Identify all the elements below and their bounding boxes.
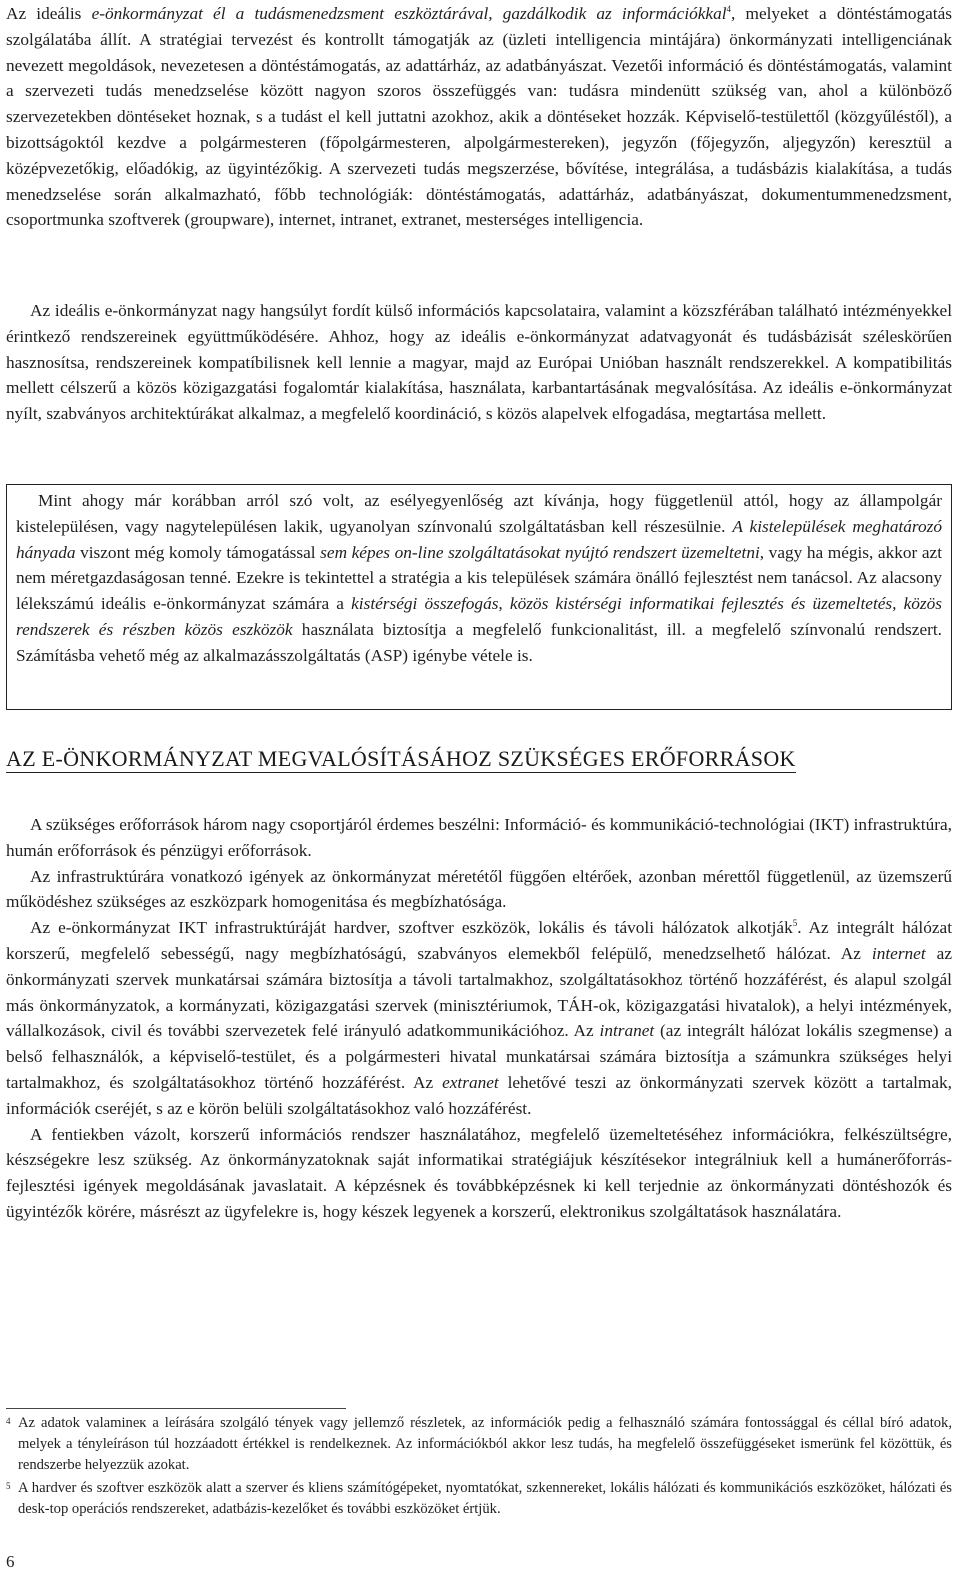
paragraph-intelligence xyxy=(6,1,952,233)
text-span: Mint ahogy már korábban arról szó volt, az esélyegyenlőség azt kívánja, hogy függetlenül attól, hogy az állampolgár kistelepülésen, vagy nagytelepülésen lakik, ugyanolyan színvonalú szolgáltatásban kell részesülnie. xyxy=(16,491,942,536)
text-span: viszont még komoly támogatással xyxy=(75,542,321,562)
footnote-ref-5[interactable]: 5 xyxy=(792,918,798,929)
section-body xyxy=(6,812,952,1225)
italic-text: e-önkormányzat él a tudásmenedzsment eszköztárával, gazdálkodik az információkkal xyxy=(91,4,727,23)
italic-text: kistérségi összefogás, közös kistérségi informatikai fejlesztés és üzemeltetés, közös rendszerek és részben közös eszközök xyxy=(16,594,943,639)
italic-text: sem képes on-line szolgáltatásokat nyújtó rendszert üzemeltetni xyxy=(320,542,760,562)
text-span: az önkormányzati szervek munkatársai számára biztosítja a távoli tartalmakhoz, szolgáltatásokhoz történő hozzáférést, és alapul szolgál más önkormányzatok, a kormányzati, közigazgatási szervek (minisztériumok, TÁH-ok, közigazgatási hivatalok), a helyi intézmények, vállalkozások, civil és további szervezetek felé irányuló adatkommunikációhoz. Az xyxy=(6,943,952,1041)
paragraph-infrastructure: Az infrastruktúrára vonatkozó igények az önkormányzat méretétől függően eltérőek, azonban mérettől függetlenül, az üzemszerű működéshez szükséges az eszközpark homogenitása és megbízhatósága. xyxy=(6,866,952,912)
text-span: lehetővé teszi az önkormányzati szervek között a tartalmak, információk cseréjét, s az e körön belüli szolgáltatásokhoz való hozzáférést. xyxy=(6,1072,952,1118)
italic-text: A kistelepülések meghatározó hányada xyxy=(16,516,943,562)
text-span: , vagy ha mégis, akkor azt nem méretgazdaságosan tenné. Ezekre is tekintettel a stratégia a kis települések számára önálló fejlesztést nem tanácsol. Az alacsony lélekszámú ideális e-önkormányzat számára a xyxy=(16,542,942,614)
footnote-number: 5 xyxy=(6,1481,11,1491)
footnote-ref-4[interactable]: 4 xyxy=(726,4,732,15)
section-heading-text: AZ E-ÖNKORMÁNYZAT MEGVALÓSÍTÁSÁHOZ SZÜKSÉGES ERŐFORRÁSOK xyxy=(6,746,796,771)
paragraph-ikt xyxy=(6,915,952,1121)
text-span: Az ideális xyxy=(6,4,92,23)
footnote-text: A hardver és szoftver eszközök alatt a szerver és kliens számítógépeket, nyomtatókat, szkennereket, lokális hálózati és kommunikációs eszközöket, hálózati és desk-top operációs rendszereket, adatbázis-kezelőket és további eszközöket értjük. xyxy=(18,1480,952,1518)
italic-term-intranet: intranet xyxy=(599,1021,655,1041)
text-span: (az integrált hálózat lokális szegmense) a belső felhasználók, a képviselő-testület, és a polgármesteri hivatal munkatársai számára biztosítja a számunkra szükséges helyi tartalmakhoz, és szolgáltatásokhoz történő hozzáférést. Az xyxy=(6,1021,953,1092)
paragraph-resources: A szükséges erőforrások három nagy csoportjáról érdemes beszélni: Információ- és kommunikáció-technológiai (IKT) infrastruktúra, humán erőforrások és pénzügyi erőforrások. xyxy=(6,815,952,860)
footnote-4 xyxy=(6,1413,952,1477)
footnote-5 xyxy=(6,1478,952,1520)
footnote-text: Az adatok valamineк a leírására szolgáló tények vagy jellemző részletek, az információk pedig a felhasználó számára fontossággal és céllal bíró adatok, melyek a tényleíráson túl hozzáadott értékkel is rendelkeznek. Az információkból akkor lesz tudás, ha megfelelő összefüggéseket ismerünk fel közöttük, és rendszerbe helyezzük azokat. xyxy=(18,1415,952,1474)
text-span: . Az integrált hálózat korszerű, megfelelő sebességű, nagy megbízhatóságú, szabványos elemekből felépülő, menedzselhető hálózat. Az xyxy=(6,918,952,963)
box-paragraph xyxy=(16,488,942,669)
highlight-box xyxy=(6,484,952,710)
page-number: 6 xyxy=(6,1552,15,1571)
text-span: , melyeket a döntéstámogatás szolgálatába állít. A stratégiai tervezést és kontrollt támogatják az (üzleti intelligencia mintájára) önkormányzati intelligenciának nevezett megoldások, nevezetesen a döntéstámogatás, az adattárház, az adatbányászat. Vezetői információ és döntéstámogatás, valamint a szervezeti tudás menedzselése között nagyon szoros összefüggés van: tudásra mindenütt szükség van, ahol a különböző szervezetekben döntéseket hoznak, s a tudást el kell juttatni azokhoz, akik a döntéseket hozzák. Képviselő-testülettől (közgyűléstől), a bizottságoktól kezdve a polgármesteren (főpolgármesteren, alpolgármestereken), jegyzőn (főjegyzőn, aljegyzőn) keresztül a középvezetőkig, előadókig, az ügyintézőkig. A szervezeti tudás megszerzése, bővítése, integrálása, a tudásbázis kialakítása, a tudás menedzselése során alkalmazható, főbb technológiák: döntéstámogatás, adattárház, adatbányászat, dokumentummenedzsment, csoportmunka szoftverek (groupware), internet, intranet, extranet, mesterséges intelligencia. xyxy=(6,4,952,230)
italic-term-extranet: extranet xyxy=(442,1072,499,1092)
text-span: használata biztosítja a megfelelő funkcionalitást, ill. a megfelelő színvonalú rendszert. Számításba vehető még az alkalmazásszolgáltatás (ASP) igénybe vétele is. xyxy=(16,619,942,665)
italic-term-internet: internet xyxy=(871,943,926,963)
paragraph-human-resources: A fentiekben vázolt, korszerű információs rendszer használatához, megfelelő üzemeltetéséhez információkra, felkészültségre, készségekre lesz szükség. Az önkormányzatoknak saját informatikai stratégiájuk készítésekor integrálniuk kell a humánerőforrás-fejlesztési igények megoldásának javaslatait. A képzésnek és továbbképzésnek ki kell terjednie az önkormányzati döntéshozók és ügyintézők körére, másrészt az ügyfelekre is, hogy készek legyenek a korszerű, elektronikus szolgáltatások használatára. xyxy=(6,1124,952,1221)
section-heading xyxy=(6,746,952,772)
text-span: Az e-önkormányzat IKT infrastruktúráját hardver, szoftver eszközök, lokális és távoli hálózatok alkotják xyxy=(30,918,793,938)
paragraph-external-relations: Az ideális e-önkormányzat nagy hangsúlyt fordít külső információs kapcsolataira, valamint a közszférában található intézményekkel érintkező rendszereinek együttműködésére. Ahhoz, hogy az ideális e-önkormányzat adatvagyonát és tudásbázisát széleskörűen hasznosítsa, rendszereinek kompatíbilisnek kell lennie a magyar, majd az Európai Unióban használt rendszerekkel. A kompatibilitás mellett célszerű a közös közigazgatási fogalomtár kialakítása, használata, karbantartásának megvalósítása. Az ideális e-önkormányzat nyílt, szabványos architektúrákat alkalmaz, a megfelelő koordináció, s közös alapelvek elfogadása, megtartása mellett. xyxy=(6,301,952,424)
footnote-divider xyxy=(6,1408,346,1409)
footnote-number: 4 xyxy=(6,1416,11,1426)
